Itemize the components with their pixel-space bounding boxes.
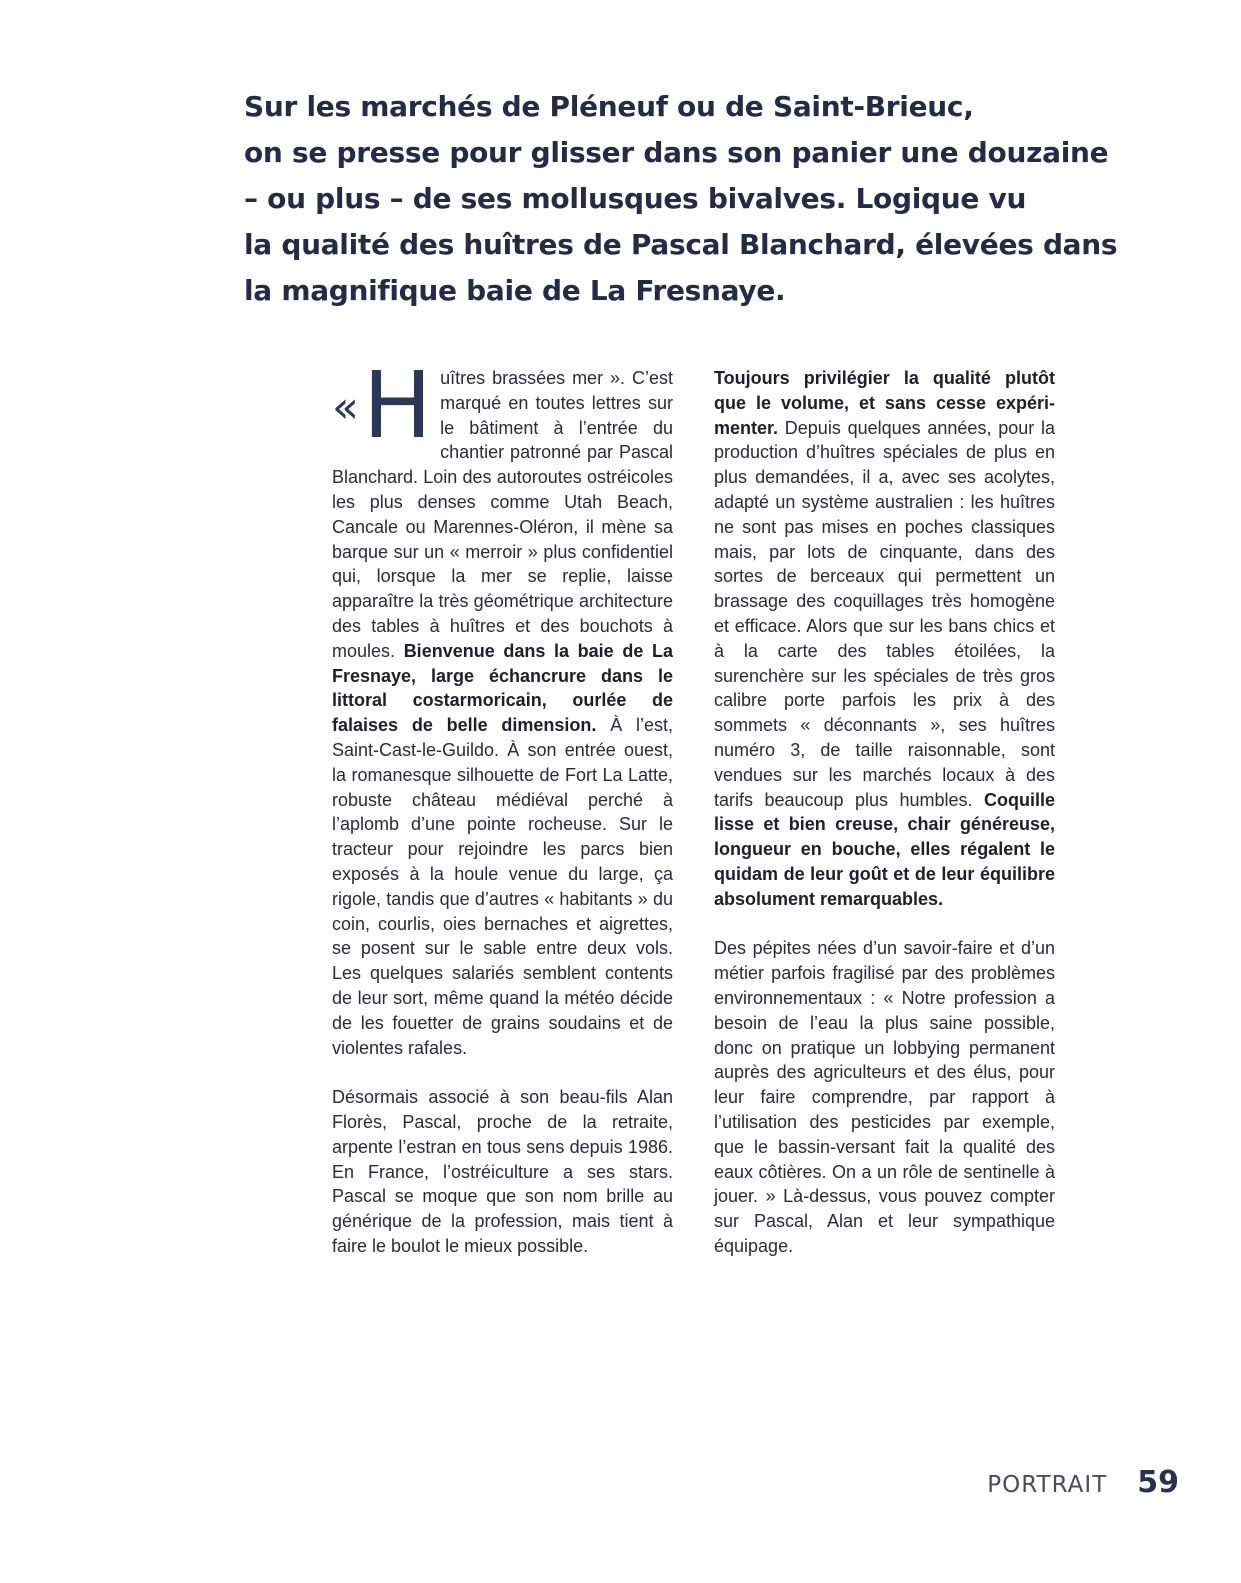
- drop-cap: H: [362, 352, 433, 459]
- article-column-left: [332, 352, 674, 1259]
- article-paragraph: Désormais associé à son beau-fils Alan Florès, Pascal, proche de la retraite, arpente l’estran en tous sens depuis 1986. En France, l’ostréiculture a ses stars. Pascal se moque que son nom brille au générique de la profession, mais tient à faire le boulot le mieux possible.: [332, 1087, 673, 1256]
- highlighted-text: Bienvenue dans la baie de La Fresnaye, large échancrure dans le littoral costarmoricain, ourlée de falaises de belle dimension.: [332, 640, 674, 736]
- page-number: 59: [1137, 1465, 1179, 1500]
- article-column-right: [714, 366, 1055, 1259]
- paragraph-text: À l’est, Saint-Cast-le-Guildo. À son entrée ouest, la romanesque silhouette de Fort La Latte, robuste château médiéval perché à l’aplomb d’une pointe rocheuse. Sur le tracteur pour rejoindre les parcs bien exposés à la houle venue du large, ça rigole, tandis que d’autres « habitants » du coin, courlis, oies bernaches et aigrettes, se posent sur le sable entre deux vols. Les quelques salariés semblent contents de leur sort, même quand la météo décide de les fouetter de grains soudains et de violentes rafales.: [332, 715, 673, 1058]
- highlighted-text: Coquille lisse et bien creuse, chair généreuse, longueur en bouche, elles régalent le quidam de leur goût et de leur équilibre absolument remarquables.: [714, 789, 1055, 909]
- intro-line: la magnifique baie de La Fresnaye.: [244, 274, 786, 307]
- intro-paragraph: [244, 84, 1118, 314]
- intro-line: la qualité des huîtres de Pascal Blanchard, élevées dans: [244, 228, 1118, 261]
- intro-line: on se presse pour glisser dans son panier une douzaine: [244, 136, 1109, 169]
- intro-line: Sur les marchés de Pléneuf ou de Saint-Brieuc,: [244, 90, 974, 123]
- page-footer: [987, 1465, 1179, 1500]
- article-paragraph: [714, 366, 1055, 912]
- article-paragraph: [332, 352, 674, 1060]
- section-label: PORTRAIT: [987, 1472, 1108, 1498]
- paragraph-text: uîtres brassées mer ». C’est marqué en toutes lettres sur le bâtiment à l’entrée du chantier patronné par Pascal Blanchard. Loin des autoroutes ostréicoles les plus denses comme Utah Beach, Cancale ou Marennes-Oléron, il mène sa barque sur un « merroir » plus confidentiel qui, lorsque la mer se replie, laisse apparaître la très géométrique architecture des tables à huîtres et des bouchots à moules.: [332, 368, 673, 661]
- article-paragraph: Des pépites nées d’un savoir-faire et d’un métier parfois fragilisé par des problèmes environnementaux : « Notre profession a besoin de l’eau la plus saine possible, donc on pratique un lobbying permanent auprès des agriculteurs et des élus, pour leur faire comprendre, par rapport à l’utilisation des pesticides par exemple, que le bassin-versant fait la qualité des eaux côtières. On a un rôle de sentinelle à jouer. » Là-dessus, vous pouvez compter sur Pascal, Alan et leur sympathique équipage.: [714, 938, 1055, 1256]
- intro-line: – ou plus – de ses mollusques bivalves. Logique vu: [244, 182, 1027, 215]
- highlighted-text: Toujours privilégier la qualité plutôt que le volume, et sans cesse expérimenter.: [714, 368, 1055, 438]
- opening-quote-mark: «: [332, 382, 359, 433]
- paragraph-text: Depuis quelques années, pour la production d’huîtres spéciales de plus en plus demandées, il a, avec ses acolytes, adapté un système australien : les huîtres ne sont pas mises en poches classiques mais, par lots de cinquante, dans des sortes de berceaux qui permettent un brassage des coquillages très homogène et efficace. Alors que sur les bans chics et à la carte des tables étoilées, la surenchère sur les spéciales de très gros calibre porte parfois les prix à des sommets « déconnants », ses huîtres numéro 3, de taille raisonnable, sont vendues sur les marchés locaux à des tarifs beaucoup plus humbles.: [714, 417, 1055, 810]
